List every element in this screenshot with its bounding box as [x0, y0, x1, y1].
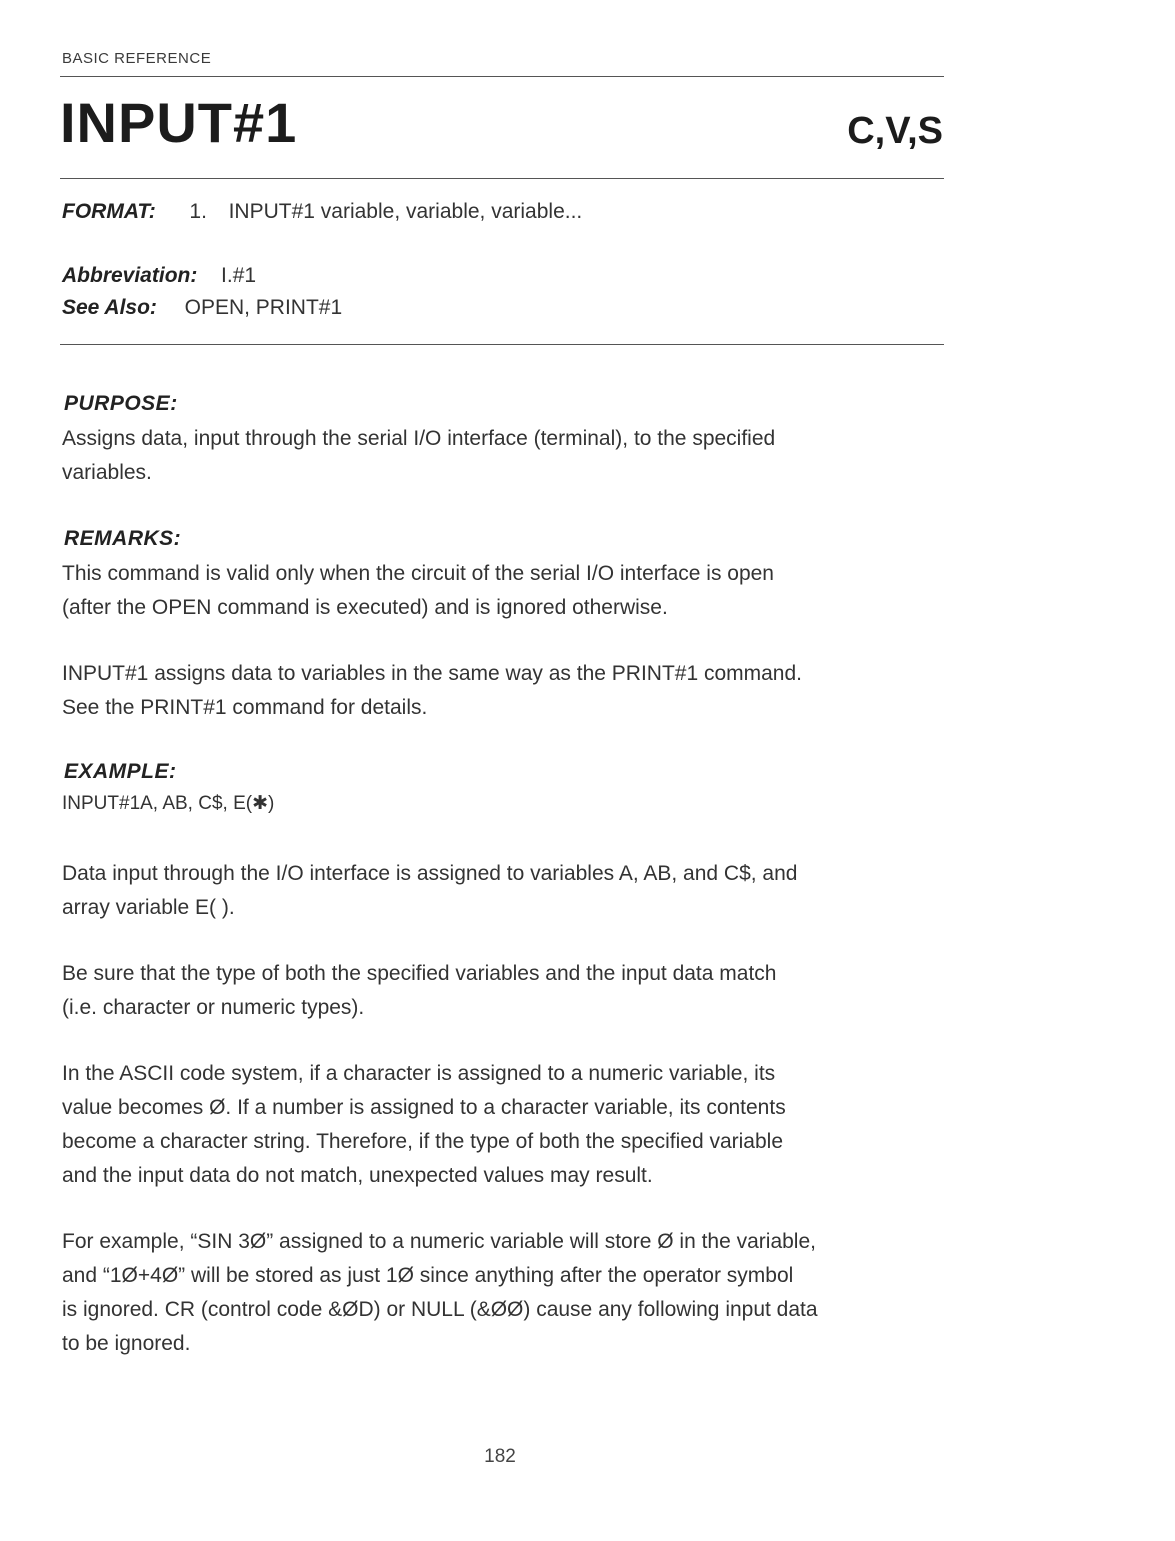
format-row [62, 200, 582, 224]
remarks-paragraph-2: INPUT#1 assigns data to variables in the same way as the PRINT#1 command. See the PRINT#1 command for details. [62, 662, 803, 719]
abbreviation-label: Abbreviation: [62, 264, 198, 287]
header-bottom-divider [60, 344, 944, 345]
remarks-heading: REMARKS: [64, 527, 182, 550]
format-label: FORMAT: [62, 200, 156, 223]
format-number: 1. [189, 200, 207, 223]
purpose-heading: PURPOSE: [64, 392, 178, 415]
example-heading: EXAMPLE: [64, 760, 177, 783]
top-divider [60, 76, 944, 77]
example-paragraph-2: Be sure that the type of both the specified variables and the input data match (i.e. character or numeric types). [62, 962, 777, 1019]
see-also-label: See Also: [62, 296, 157, 319]
format-syntax: INPUT#1 variable, variable, variable... [228, 200, 583, 223]
abbreviation-value: I.#1 [221, 264, 257, 287]
mode-badge: C,V,S [847, 110, 943, 152]
section-label: BASIC REFERENCE [62, 50, 212, 67]
page-title: INPUT#1 [60, 91, 298, 154]
see-also-row [62, 296, 342, 320]
abbreviation-row [62, 264, 256, 288]
see-also-value: OPEN, PRINT#1 [184, 296, 343, 319]
example-paragraph-1: Data input through the I/O interface is assigned to variables A, AB, and C$, and array variable E( ). [62, 862, 798, 919]
example-paragraph-3: In the ASCII code system, if a character is assigned to a numeric variable, its value becomes Ø. If a number is assigned to a character variable, its contents become a character string. Therefore, if the type of both the specified variable and the input data do not match, unexpected values may result. [62, 1062, 786, 1187]
remarks-paragraph-1: This command is valid only when the circuit of the serial I/O interface is open (after the OPEN command is executed) and is ignored otherwise. [62, 562, 774, 619]
title-divider [60, 178, 944, 179]
example-code: INPUT#1A, AB, C$, E(✱) [62, 793, 275, 814]
example-paragraph-4: For example, “SIN 3Ø” assigned to a numeric variable will store Ø in the variable, and “1Ø+4Ø” will be stored as just 1Ø since anything after the operator symbol is ignored. CR (control code &ØD) or NULL (&ØØ) cause any following input data to be ignored. [62, 1230, 818, 1355]
purpose-text: Assigns data, input through the serial I/O interface (terminal), to the specified variables. [62, 427, 776, 484]
page-number: 182 [484, 1446, 516, 1467]
